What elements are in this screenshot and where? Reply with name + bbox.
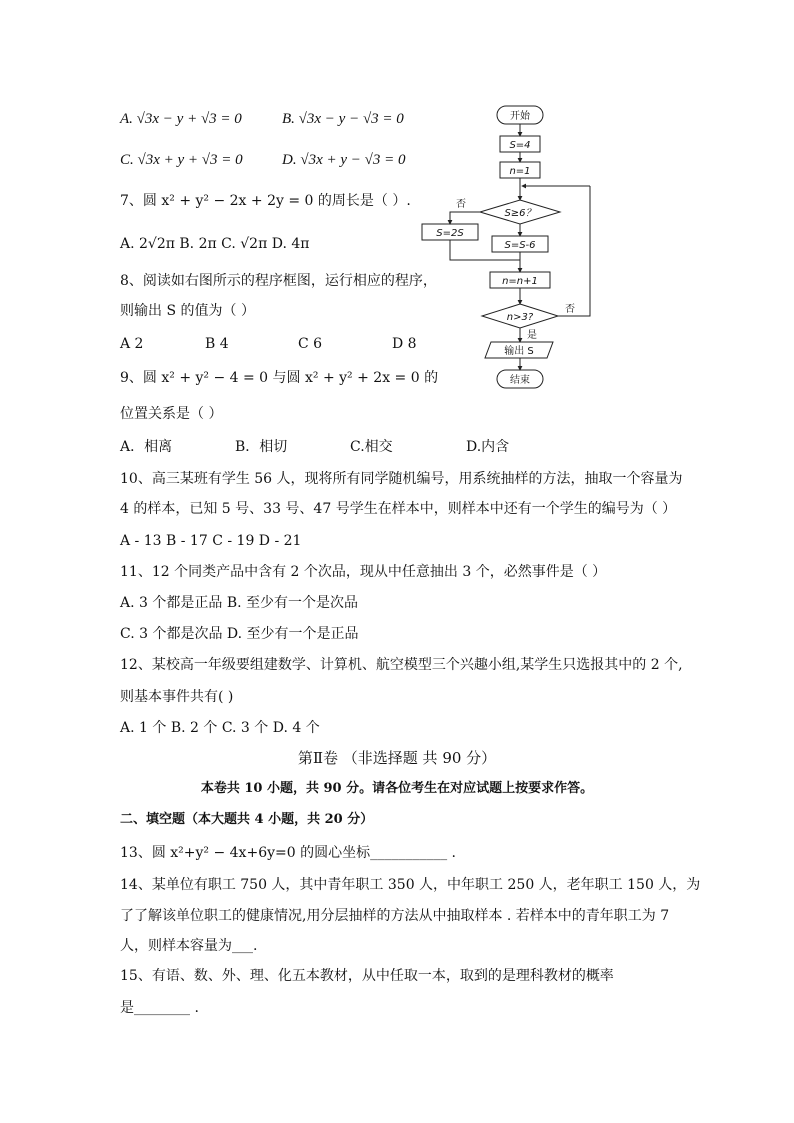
q14-line2: 了了解该单位职工的健康情况,用分层抽样的方法从中抽取样本 . 若样本中的青年职工为 7	[120, 908, 670, 924]
q6-option-a: A. √3x − y + √3 = 0	[120, 111, 242, 127]
flow-yes2-label: 是	[527, 330, 537, 341]
q8-option-c: C 6	[298, 336, 323, 352]
q10-stem-line1: 10、高三某班有学生 56 人，现将所有同学随机编号，用系统抽样的方法，抽取一个容量为	[120, 471, 683, 487]
q8-stem-line2: 则输出 S 的值为（ ）	[120, 303, 255, 319]
q6-option-c: C. √3x + y + √3 = 0	[120, 152, 243, 168]
q12-stem-line2: 则基本事件共有( )	[120, 689, 234, 705]
q7-stem: 7、圆 x² + y² − 2x + 2y = 0 的周长是（ ）.	[120, 193, 411, 209]
flow-end-label: 结束	[510, 375, 530, 386]
q7-options: A. 2√2π B. 2π C. √2π D. 4π	[120, 236, 310, 252]
q9-option-c: C.相交	[350, 439, 393, 455]
q6-option-d: D. √3x + y − √3 = 0	[282, 152, 406, 168]
q15-line2: 是________ .	[120, 1000, 199, 1016]
q15-line1: 15、有语、数、外、理、化五本教材，从中任取一本，取到的是理科教材的概率	[120, 968, 614, 984]
q8-option-b: B 4	[205, 336, 229, 352]
q9-option-b: B．相切	[235, 439, 288, 455]
q6-option-b: B. √3x − y − √3 = 0	[282, 111, 404, 127]
q9-stem-line1: 9、圆 x² + y² − 4 = 0 与圆 x² + y² + 2x = 0 的	[120, 370, 439, 386]
section2-part-heading: 二、填空题（本大题共 4 小题，共 20 分）	[120, 812, 374, 827]
flow-increment-label: n=n+1	[502, 276, 538, 287]
q8-option-a: A 2	[120, 336, 144, 352]
q8-option-d: D 8	[392, 336, 417, 352]
q10-stem-line2: 4 的样本，已知 5 号、33 号、47 号学生在样本中，则样本中还有一个学生的编号为（ ）	[120, 501, 677, 517]
q14-line1: 14、某单位有职工 750 人，其中青年职工 350 人，中年职工 250 人，老年职工 150 人，为	[120, 877, 701, 893]
q12-stem-line1: 12、某校高一年级要组建数学、计算机、航空模型三个兴趣小组,某学生只选报其中的 2 个,	[120, 657, 683, 673]
flow-cond2-label: n>3?	[506, 312, 534, 323]
flow-cond1-label: S≥6？	[504, 208, 536, 219]
q13-stem: 13、圆 x²+y² − 4x+6y=0 的圆心坐标___________ .	[120, 845, 456, 861]
q10-options: A - 13 B - 17 C - 19 D - 21	[120, 533, 302, 549]
q9-option-d: D.内含	[466, 439, 510, 455]
q14-line3: 人，则样本容量为___.	[120, 938, 258, 954]
q8-stem-line1: 8、阅读如右图所示的程序框图，运行相应的程序，	[120, 273, 437, 289]
flow-init-s-label: S=4	[509, 140, 531, 151]
q11-options-ab: A. 3 个都是正品 B. 至少有一个是次品	[120, 595, 359, 611]
section2-title: 第Ⅱ卷 （非选择题 共 90 分）	[297, 749, 497, 767]
flow-start-label: 开始	[510, 111, 530, 122]
q11-options-cd: C. 3 个都是次品 D. 至少有一个是正品	[120, 626, 359, 642]
flow-no1-label: 否	[456, 199, 466, 210]
q9-option-a: A．相离	[120, 439, 173, 455]
flow-output-label: 输出 S	[504, 346, 534, 357]
q11-stem: 11、12 个同类产品中含有 2 个次品，现从中任意抽出 3 个，必然事件是（ ）	[120, 564, 607, 580]
flow-no-branch-label: S=2S	[436, 228, 464, 239]
flow-init-n-label: n=1	[509, 166, 531, 177]
section2-note: 本卷共 10 小题，共 90 分。请各位考生在对应试题上按要求作答。	[200, 781, 594, 796]
flow-no2-label: 否	[565, 304, 575, 315]
program-flowchart	[415, 100, 605, 400]
flow-yes-branch-label: S=S-6	[504, 240, 536, 251]
q12-options: A. 1 个 B. 2 个 C. 3 个 D. 4 个	[120, 720, 320, 736]
q9-stem-line2: 位置关系是（ ）	[120, 406, 223, 422]
